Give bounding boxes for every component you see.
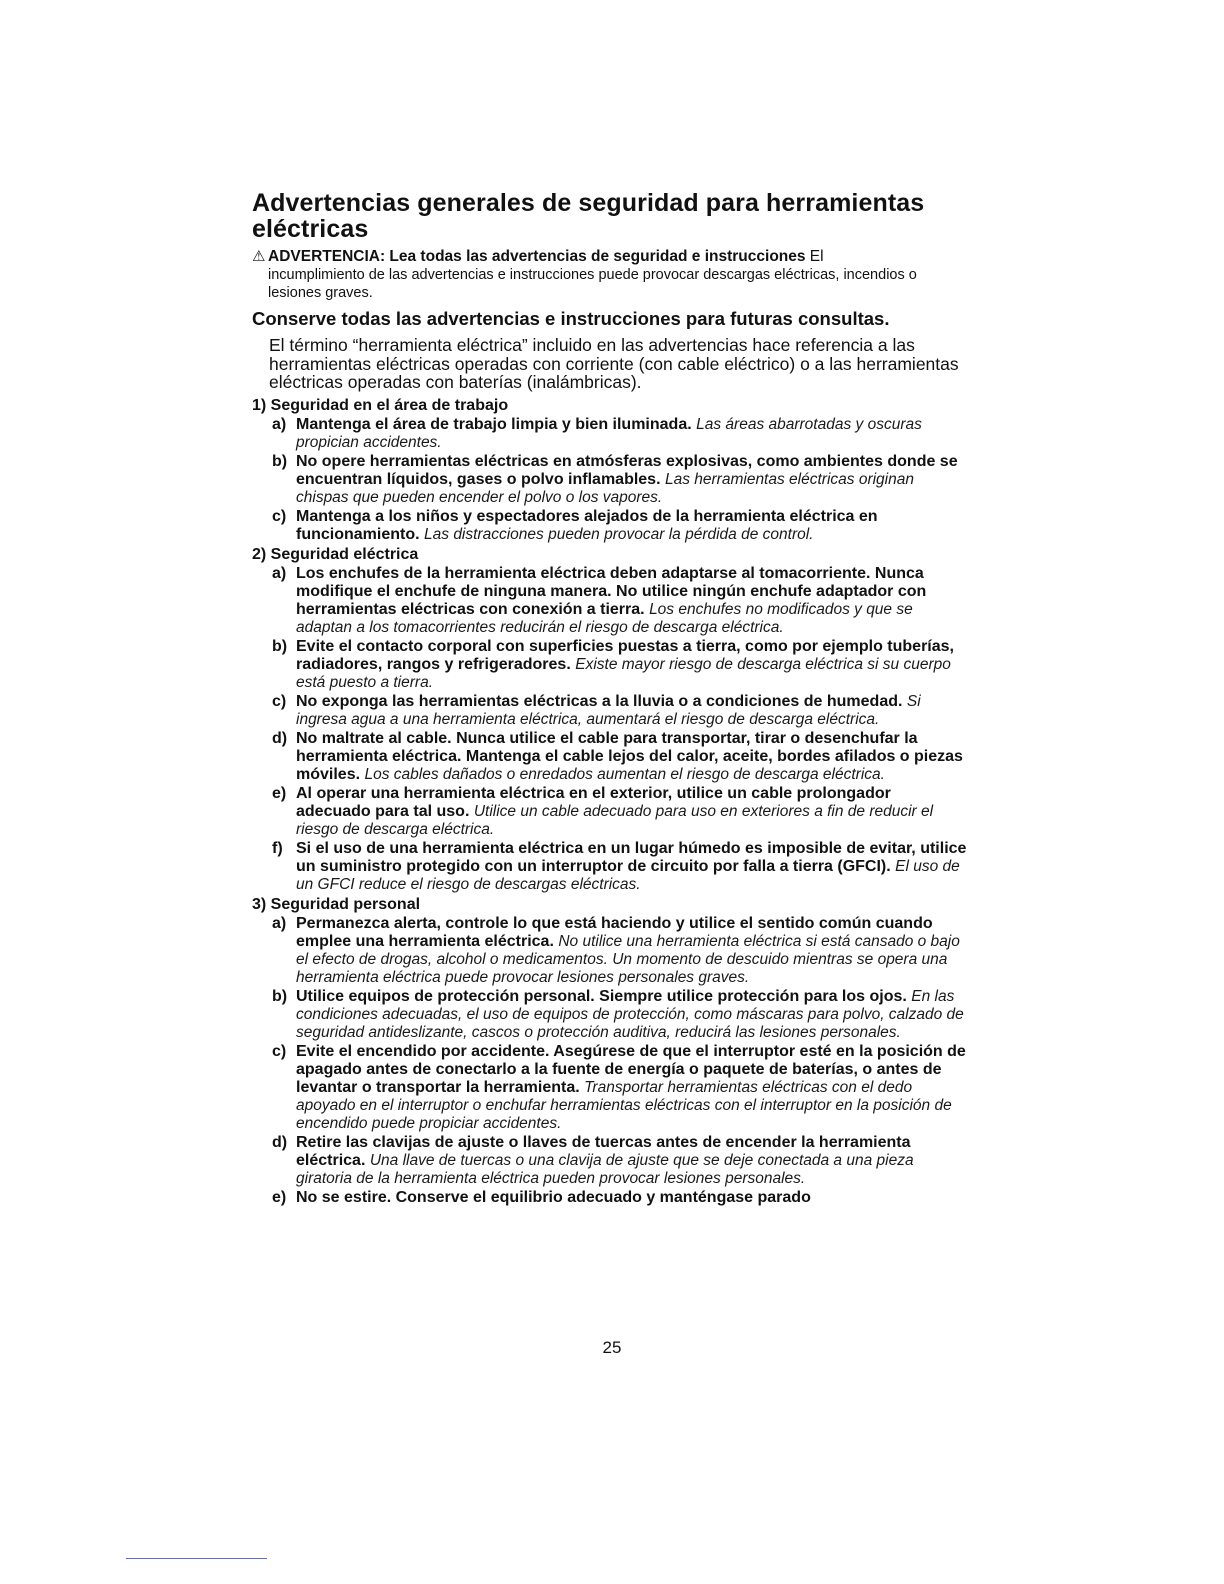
item-letter: b) [272,987,288,1005]
item-letter: c) [272,1042,287,1060]
warning-block [252,248,967,302]
item-instruction: Evite el contacto corporal con superficies puestas a tierra, como por ejemplo tuberías, radiadores, rangos y refrigeradores. [296,637,954,673]
item-instruction: No se estire. Conserve el equilibrio adecuado y manténgase parado [296,1188,811,1206]
item-instruction: Si el uso de una herramienta eléctrica en un lugar húmedo es imposible de evitar, utilice un suministro protegido con un interruptor de circuito por falla a tierra (GFCI). [296,839,967,875]
item-explanation: Una llave de tuercas o una clavija de ajuste que se deje conectada a una pieza giratoria de la herramienta eléctrica pueden provocar lesiones personales. [296,1151,914,1187]
intro-paragraph: El término “herramienta eléctrica” incluido en las advertencias hace referencia a las herramientas eléctricas operadas con corriente (con cable eléctrico) o a las herramientas eléctricas operadas con baterías (inalámbricas). [269,335,959,392]
list-item [252,638,967,692]
item-letter: a) [272,415,287,433]
item-letter: a) [272,564,287,582]
item-letter: a) [272,914,287,932]
item-explanation: Las herramientas eléctricas originan chispas que pueden encender el polvo o los vapores. [296,470,914,506]
section-heading: 3) Seguridad personal [252,895,421,913]
section-heading: 1) Seguridad en el área de trabajo [252,396,509,414]
item-letter: d) [272,729,288,747]
item-instruction: Retire las clavijas de ajuste o llaves de tuercas antes de encender la herramienta eléctrica. [296,1133,911,1169]
footnote-divider [126,1558,267,1559]
item-letter: c) [272,692,287,710]
warning-triangle-icon: ⚠ [252,248,266,265]
list-item [252,1134,967,1188]
warning-rest-inline: El [805,248,824,265]
section-items [252,416,967,544]
warning-text: incumplimiento de las advertencias e instrucciones puede provocar descargas eléctricas, incendios o lesiones graves. [268,267,917,301]
section-items [252,915,967,1207]
item-explanation: Los cables dañados o enredados aumentan el riesgo de descarga eléctrica. [364,765,885,783]
item-explanation: Transportar herramientas eléctricas con el dedo apoyado en el interruptor o enchufar herramientas eléctricas con el interruptor en la posición de encendido puede propiciar accidentes. [296,1078,952,1132]
item-explanation: Las distracciones pueden provocar la pérdida de control. [424,525,814,543]
list-item [252,693,967,729]
list-item [252,416,967,452]
item-letter: b) [272,452,288,470]
warning-lead: ADVERTENCIA: Lea todas las advertencias de seguridad e instrucciones [268,248,806,265]
save-instructions-heading: Conserve todas las advertencias e instrucciones para futuras consultas. [252,308,890,329]
item-instruction: Permanezca alerta, controle lo que está haciendo y utilice el sentido común cuando emplee una herramienta eléctrica. [296,914,933,950]
item-letter: d) [272,1133,288,1151]
document-body [252,190,967,1208]
list-item [252,565,967,637]
item-instruction: Utilice equipos de protección personal. Siempre utilice protección para los ojos. [296,987,907,1005]
list-item [252,1043,967,1133]
list-item [252,840,967,894]
item-instruction: No maltrate al cable. Nunca utilice el cable para transportar, tirar o desenchufar la herramienta eléctrica. Mantenga el cable lejos del calor, aceite, bordes afilados o piezas móviles. [296,729,963,783]
item-letter: e) [272,1188,287,1206]
list-item [252,508,967,544]
item-instruction: Mantenga el área de trabajo limpia y bien iluminada. [296,415,692,433]
item-explanation: Si ingresa agua a una herramienta eléctrica, aumentará el riesgo de descarga eléctrica. [296,692,921,728]
section-heading: 2) Seguridad eléctrica [252,545,419,563]
item-instruction: Los enchufes de la herramienta eléctrica deben adaptarse al tomacorriente. Nunca modifique el enchufe de ninguna manera. No utilice ningún enchufe adaptador con herramientas eléctricas con conexión a tierra. [296,564,927,618]
item-letter: f) [272,839,283,857]
item-explanation: Las áreas abarrotadas y oscuras propician accidentes. [296,415,922,451]
item-explanation: En las condiciones adecuadas, el uso de equipos de protección, como máscaras para polvo, calzado de seguridad antideslizante, cascos o protección auditiva, reducirá las lesiones personales. [296,987,964,1041]
list-item [252,730,967,784]
item-letter: e) [272,784,287,802]
page-title: Advertencias generales de seguridad para herramientas eléctricas [252,189,925,243]
list-item [252,785,967,839]
item-instruction: No opere herramientas eléctricas en atmósferas explosivas, como ambientes donde se encuentran líquidos, gases o polvo inflamables. [296,452,958,488]
item-explanation: El uso de un GFCI reduce el riesgo de descargas eléctricas. [296,857,960,893]
item-instruction: Al operar una herramienta eléctrica en el exterior, utilice un cable prolongador adecuado para tal uso. [296,784,891,820]
list-item [252,915,967,987]
item-letter: b) [272,637,288,655]
item-instruction: Evite el encendido por accidente. Asegúrese de que el interruptor esté en la posición de apagado antes de conectarlo a la fuente de energía o paquete de baterías, o antes de levantar o transportar la herramienta. [296,1042,966,1096]
item-instruction: Mantenga a los niños y espectadores alejados de la herramienta eléctrica en funcionamiento. [296,507,878,543]
item-explanation: Los enchufes no modificados y que se adaptan a los tomacorrientes reducirán el riesgo de descarga eléctrica. [296,600,913,636]
section-items [252,565,967,894]
item-letter: c) [272,507,287,525]
page-number: 25 [602,1338,622,1357]
safety-sections [252,397,967,1207]
item-explanation: No utilice una herramienta eléctrica si está cansado o bajo el efecto de drogas, alcohol o medicamentos. Un momento de descuido mientras se opera una herramienta eléctrica puede provocar lesiones personales graves. [296,932,960,986]
list-item [252,1189,967,1207]
item-explanation: Utilice un cable adecuado para uso en exteriores a fin de reducir el riesgo de descarga eléctrica. [296,802,934,838]
list-item [252,988,967,1042]
list-item [252,453,967,507]
item-instruction: No exponga las herramientas eléctricas a la lluvia o a condiciones de humedad. [296,692,903,710]
item-explanation: Existe mayor riesgo de descarga eléctrica si su cuerpo está puesto a tierra. [296,655,951,691]
